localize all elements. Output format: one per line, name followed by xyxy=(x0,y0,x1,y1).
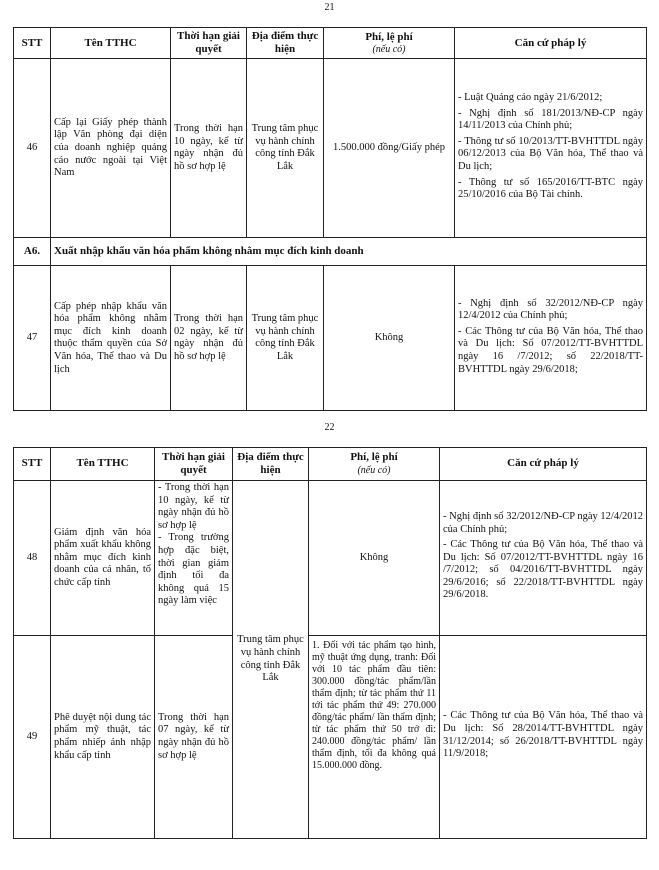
procedures-table-page-21 xyxy=(13,27,647,411)
processing-time: Trong thời hạn 10 ngày, kể từ ngày nhận đủ hồ sơ hợp lệ xyxy=(171,59,247,238)
location: Trung tâm phục vụ hành chính công tỉnh Đắk Lắk xyxy=(233,481,309,839)
processing-time: - Trong thời hạn 10 ngày, kể từ ngày nhận đủ hồ sơ hợp lệ - Trong trường hợp đặc biệt, thời gian giám định tối đa không quá 15 ngày làm việc xyxy=(155,481,233,636)
table-header-row xyxy=(14,28,647,59)
procedure-name: Giám định văn hóa phẩm xuất khẩu không nhằm mục đích kinh doanh của cá nhân, tổ chức cấp tỉnh xyxy=(51,481,155,636)
procedures-table-page-22 xyxy=(13,447,647,839)
header-name: Tên TTHC xyxy=(51,28,171,59)
header-legal: Căn cứ pháp lý xyxy=(455,28,647,59)
table-row-47 xyxy=(14,266,647,411)
header-stt: STT xyxy=(14,28,51,59)
fee: 1.500.000 đồng/Giấy phép xyxy=(324,59,455,238)
header-name: Tên TTHC xyxy=(51,448,155,481)
page-number: 22 xyxy=(324,422,335,433)
procedure-name: Cấp lại Giấy phép thành lập Văn phòng đại diện của doanh nghiệp quảng cáo nước ngoài tại Việt Nam xyxy=(51,59,171,238)
legal-basis: - Nghị định số 32/2012/NĐ-CP ngày 12/4/2012 của Chính phủ; - Các Thông tư của Bộ Văn hóa, Thể thao và Du lịch: Số 07/2012/TT-BVHTTDL ngày 16 /7/2012; số 22/2018/TT-BVHTTDL ngày 29/6/2018; xyxy=(455,266,647,411)
table-row-49 xyxy=(14,636,647,839)
row-stt: 46 xyxy=(14,59,51,238)
fee: Không xyxy=(324,266,455,411)
legal-basis: - Luật Quảng cáo ngày 21/6/2012; - Nghị định số 181/2013/NĐ-CP ngày 14/11/2013 của Chính phủ; - Thông tư số 10/2013/TT-BVHTTDL ngày 06/12/2013 của Bộ Văn hóa, Thể thao và Du lịch; - Thông tư số 165/2016/TT-BTC ngày 25/10/2016 của Bộ Tài chính. xyxy=(455,59,647,238)
header-time: Thời hạn giải quyết xyxy=(171,28,247,59)
row-stt: 48 xyxy=(14,481,51,636)
fee: 1. Đối với tác phẩm tạo hình, mỹ thuật ứng dụng, tranh: Đối với 10 tác phẩm đầu tiên: 300.000 đồng/tác phẩm/lần thẩm định; từ tác phẩm thứ 11 tới tác phẩm thứ 49: 270.000 đồng/tác phẩm/ lần thẩm định; từ tác phẩm thứ 50 trở đi: 240.000 đồng/tác phẩm/ lần thẩm định, tối đa không quá 15.000.000 đồng. xyxy=(309,636,440,839)
header-stt: STT xyxy=(14,448,51,481)
table-row-46 xyxy=(14,59,647,238)
processing-time: Trong thời hạn 07 ngày, kể từ ngày nhận đủ hồ sơ hợp lệ xyxy=(155,636,233,839)
procedure-name: Cấp phép nhập khẩu văn hóa phẩm không nhằm mục đích kinh doanh thuộc thẩm quyền của Sở Văn hóa, Thể thao và Du lịch xyxy=(51,266,171,411)
fee: Không xyxy=(309,481,440,636)
table-row-48 xyxy=(14,481,647,636)
table-header-row xyxy=(14,448,647,481)
section-code: A6. xyxy=(14,238,51,266)
header-legal: Căn cứ pháp lý xyxy=(440,448,647,481)
section-title: Xuất nhập khẩu văn hóa phẩm không nhằm mục đích kinh doanh xyxy=(51,238,647,266)
legal-basis: - Nghị định số 32/2012/NĐ-CP ngày 12/4/2012 của Chính phủ; - Các Thông tư của Bộ Văn hóa, Thể thao và Du lịch: Số 07/2012/TT-BVHTTDL ngày 16 /7/2012; số 04/2016/TT-BVHTTDL ngày 29/6/2016; số 22/2018/TT-BVHTTDL ngày 29/6/2018. xyxy=(440,481,647,636)
header-fee: Phí, lệ phí (nếu có) xyxy=(324,28,455,59)
header-time: Thời hạn giải quyết xyxy=(155,448,233,481)
header-fee: Phí, lệ phí (nếu có) xyxy=(309,448,440,481)
location: Trung tâm phục vụ hành chính công tỉnh Đắk Lắk xyxy=(247,59,324,238)
location: Trung tâm phục vụ hành chính công tỉnh Đắk Lắk xyxy=(247,266,324,411)
page-number: 21 xyxy=(324,2,335,13)
processing-time: Trong thời hạn 02 ngày, kể từ ngày nhận đủ hồ sơ hợp lệ xyxy=(171,266,247,411)
header-place: Địa điểm thực hiện xyxy=(247,28,324,59)
row-stt: 47 xyxy=(14,266,51,411)
section-row-a6 xyxy=(14,238,647,266)
legal-basis: - Các Thông tư của Bộ Văn hóa, Thể thao và Du lịch: Số 28/2014/TT-BVHTTDL ngày 31/12/2014; số 26/2018/TT-BVHTTDL ngày 11/9/2018; xyxy=(440,636,647,839)
header-place: Địa điểm thực hiện xyxy=(233,448,309,481)
procedure-name: Phê duyệt nội dung tác phẩm mỹ thuật, tác phẩm nhiếp ảnh nhập khẩu cấp tỉnh xyxy=(51,636,155,839)
row-stt: 49 xyxy=(14,636,51,839)
